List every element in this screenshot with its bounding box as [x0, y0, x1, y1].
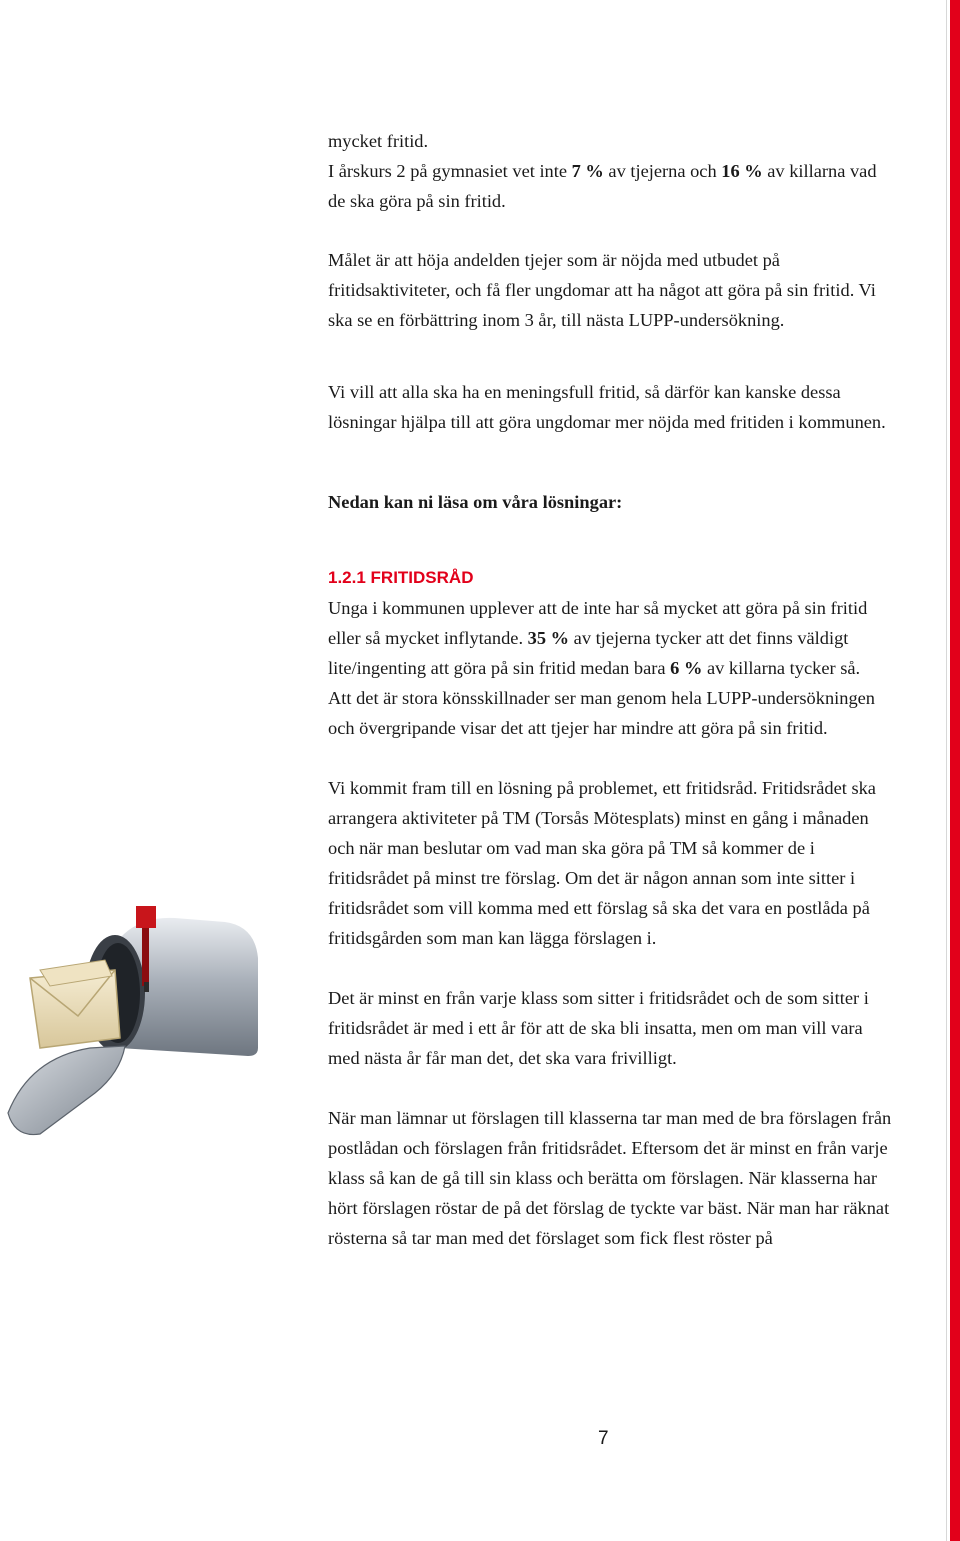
mailbox-icon: [0, 898, 290, 1138]
page-number: 7: [598, 1428, 609, 1449]
paragraph: mycket fritid.: [328, 131, 429, 151]
page-edge-stripe: [950, 0, 960, 1541]
intro-text: [328, 126, 898, 216]
paragraph: Det är minst en från varje klass som sitter i fritidsrådet och de som sitter i fritidsrådet är med i ett år för att de ska bli insatta, men om man vill vara med nästa år får man det, det ska vara frivilligt.: [328, 988, 869, 1068]
paragraph: Vi kommit fram till en lösning på problemet, ett fritidsråd. Fritidsrådet ska arrangera aktiviteter på TM (Torsås Mötesplats) minst en gång i månaden och när man beslutar om vad man ska göra på TM så kommer de i fritidsrådet på minst tre förslag. Om det är någon annan som inte sitter i fritidsrådet som vill komma med ett förslag så ska det vara en postlåda på fritidsgården som man kan lägga förslagen i.: [328, 778, 876, 948]
section-heading: 1.2.1 FRITIDSRÅD: [328, 568, 474, 587]
goal-paragraph: Målet är att höja andelden tjejer som är nöjda med utbudet på fritidsaktiviteter, och få fler ungdomar att ha något att göra på sin fritid. Vi ska se en förbättring inom 3 år, till nästa LUPP-undersökning.: [328, 250, 876, 330]
meaningful-paragraph: Vi vill att alla ska ha en meningsfull fritid, så därför kan kanske dessa lösningar hjälpa till att göra ungdomar mer nöjda med fritiden i kommunen.: [328, 382, 886, 432]
section-fritidsrad: [328, 563, 898, 1253]
paragraph: Unga i kommunen upplever att de inte har så mycket att göra på sin fritid eller så mycket inflytande. 35 % av tjejerna tycker att det finns väldigt lite/ingenting att göra på sin fritid medan bara 6 % av killarna tycker så.: [328, 598, 868, 678]
solutions-lead: Nedan kan ni läsa om våra lösningar:: [328, 492, 623, 512]
paragraph: Att det är stora könsskillnader ser man genom hela LUPP-undersökningen och övergripande visar det att tjejer har mindre att göra på sin fritid.: [328, 688, 876, 738]
paragraph: I årskurs 2 på gymnasiet vet inte 7 % av tjejerna och 16 % av killarna vad de ska göra på sin fritid.: [328, 161, 877, 211]
paragraph: När man lämnar ut förslagen till klasserna tar man med de bra förslagen från postlådan och förslagen från fritidsrådet. Eftersom det är minst en från varje klass så kan de gå till sin klass och berätta om förslagen. När klasserna har hört förslagen röstar de på det förslag de tyckte var bäst. När man har räknat rösterna så tar man med det förslaget som fick flest röster på: [328, 1108, 892, 1248]
